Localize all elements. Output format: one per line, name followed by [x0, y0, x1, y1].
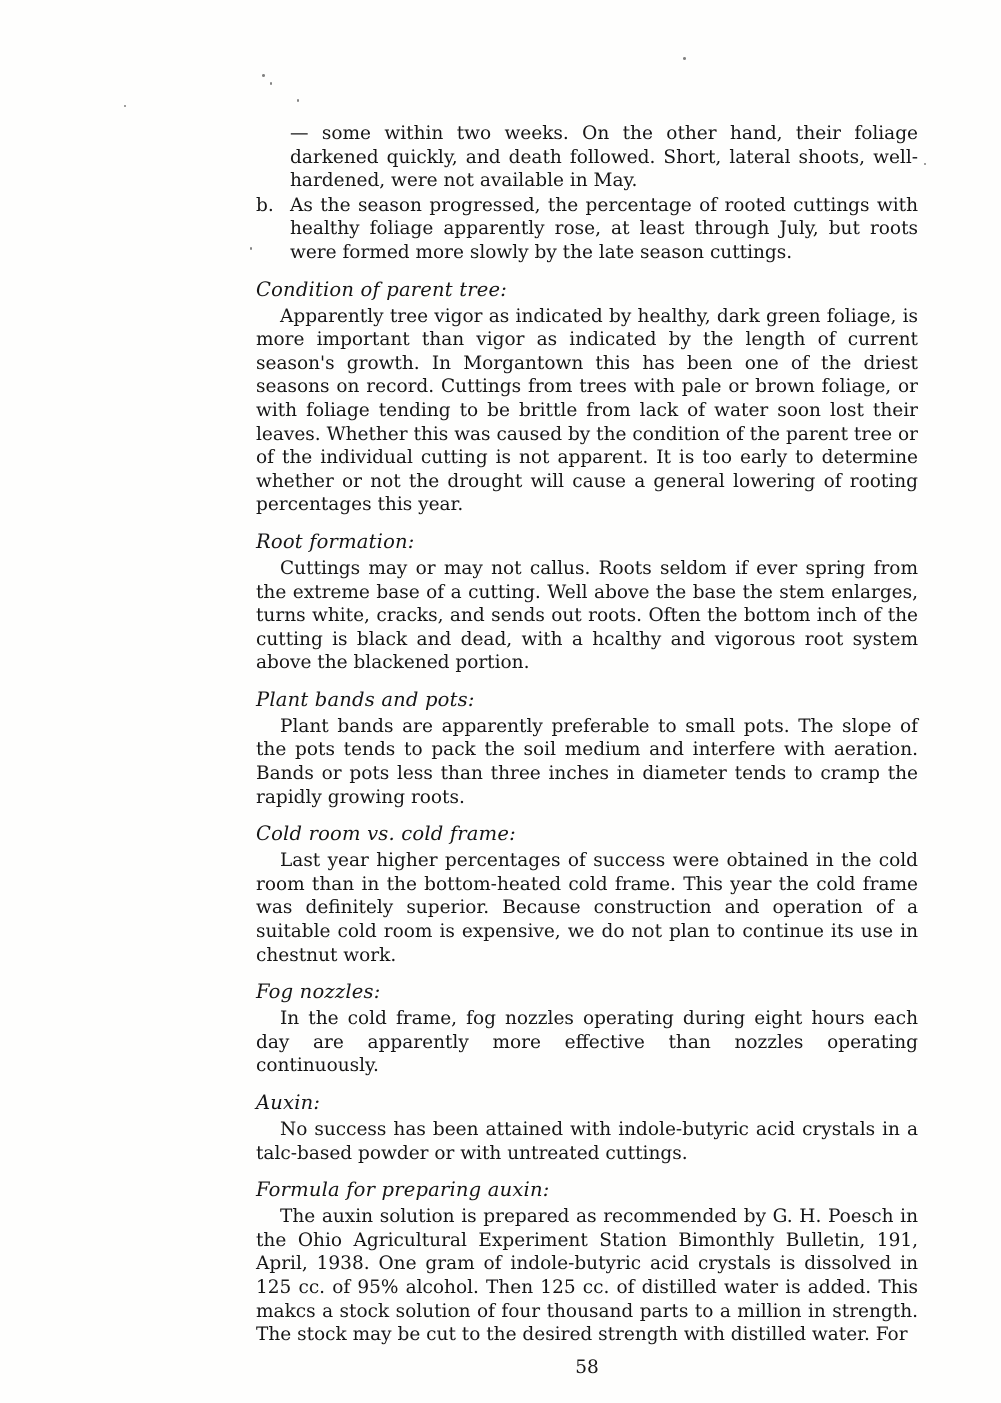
section-paragraph: Cuttings may or may not callus. Roots seldom if ever spring from the extreme base of a cutting. Well above the base the stem enlarges, turns white, cracks, and sends out roots. Often the bottom inch of the cutting is black and dead, with a hcalthy and vigorous root system above the blackened portion.	[256, 557, 918, 674]
section-paragraph: The auxin solution is prepared as recommended by G. H. Poesch in the Ohio Agricultural Experiment Station Bimonthly Bulletin, 191, April, 1938. One gram of indole-butyric acid crystals is dissolved in 125 cc. of 95% alcohol. Then 125 cc. of distilled water is added. This makcs a stock solution of four thousand parts to a million in strength. The stock may be cut to the desired strength with distilled water. For	[256, 1206, 918, 1346]
section-heading: Root formation:	[256, 529, 415, 553]
scan-speckle	[270, 82, 272, 85]
list-item-b-text: As the season progressed, the percentage of rooted cuttings with healthy foliage apparently rose, at least through July, but roots were formed more slowly by the late season cuttings.	[290, 194, 918, 263]
text-block	[256, 122, 918, 1378]
section-fog-nozzles	[256, 980, 918, 1078]
section-heading: Cold room vs. cold frame:	[256, 822, 516, 846]
scan-speckle	[683, 57, 686, 60]
section-heading: Fog nozzles:	[256, 980, 381, 1004]
section-paragraph: In the cold frame, fog nozzles operating during eight hours each day are apparently more effective than nozzles operating continuously.	[256, 1008, 918, 1077]
section-formula-for-preparing-auxin	[256, 1178, 918, 1347]
scan-speckle	[250, 247, 252, 250]
section-root-formation	[256, 530, 918, 675]
section-paragraph: Apparently tree vigor as indicated by healthy, dark green foliage, is more important than vigor as indicated by the length of current season's growth. In Morgantown this has been one of the driest seasons on record. Cuttings from trees with pale or brown foliage, or with foliage tending to be brittle from lack of water soon lost their leaves. Whether this was caused by the condition of the parent tree or of the individual cutting is not apparent. It is too early to determine whether or not the drought will cause a general lowering of rooting percentages this year.	[256, 305, 918, 516]
section-paragraph: No success has been attained with indole-butyric acid crystals in a talc-based powder or with untreated cuttings.	[256, 1119, 918, 1164]
scan-speckle	[924, 163, 926, 165]
list-item-b-marker: b.	[256, 194, 274, 216]
section-condition-of-parent-tree	[256, 278, 918, 517]
section-plant-bands-and-pots	[256, 688, 918, 809]
section-cold-room-vs-cold-frame	[256, 822, 918, 967]
section-heading: Formula for preparing auxin:	[256, 1178, 550, 1202]
section-paragraph: Plant bands are apparently preferable to small pots. The slope of the pots tends to pack the soil medium and interfere with aeration. Bands or pots less than three inches in diameter tends to cramp the rapidly growing roots.	[256, 715, 918, 808]
section-auxin	[256, 1091, 918, 1165]
section-heading: Plant bands and pots:	[256, 687, 475, 711]
section-heading: Condition of parent tree:	[256, 277, 508, 301]
section-paragraph: Last year higher percentages of success were obtained in the cold room than in the bottom-heated cold frame. This year the cold frame was definitely superior. Because construction and operation of a suitable cold room is expensive, we do not plan to continue its use in chestnut work.	[256, 850, 918, 966]
scan-speckle	[262, 74, 265, 77]
page-number: 58	[575, 1356, 599, 1378]
list-item-b	[256, 194, 918, 265]
intro-paragraph: — some within two weeks. On the other hand, their foliage darkened quickly, and death followed. Short, lateral shoots, well-hardened, were not available in May.	[290, 123, 918, 192]
scan-speckle	[124, 105, 126, 107]
scan-speckle	[297, 99, 299, 102]
section-heading: Auxin:	[256, 1091, 321, 1114]
